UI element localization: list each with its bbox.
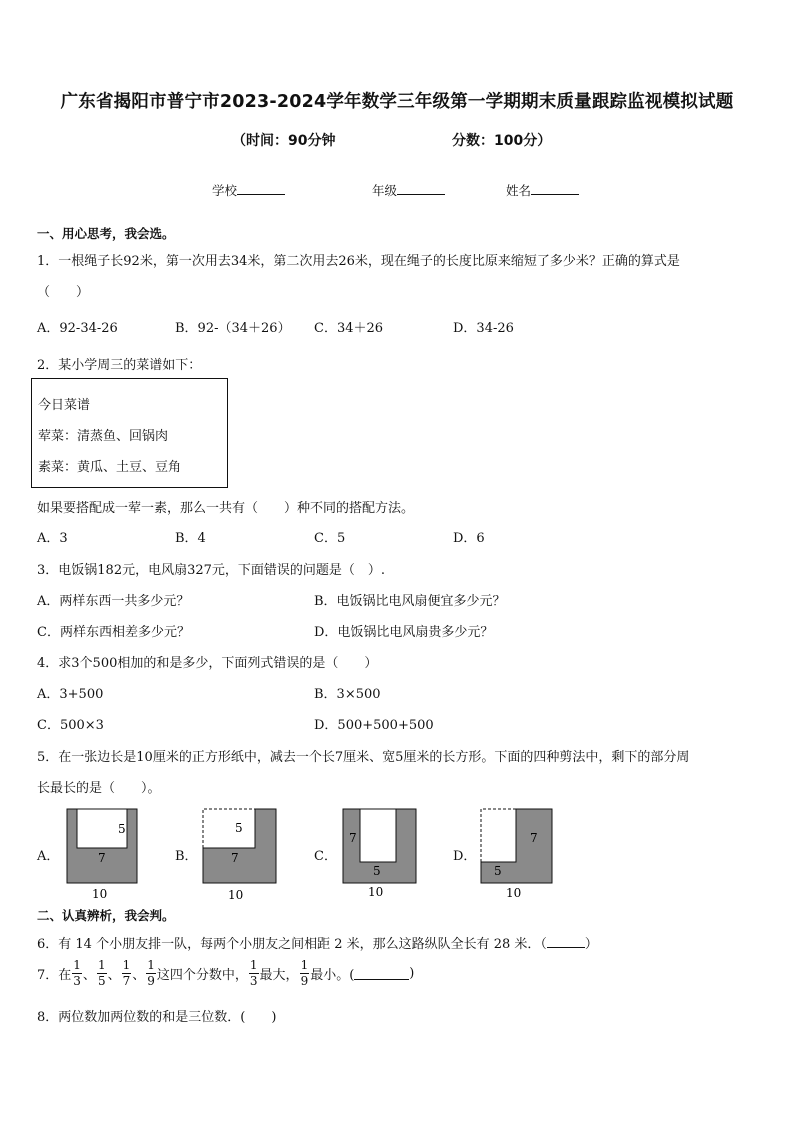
grade-blank[interactable] xyxy=(397,182,445,195)
q4-option-a[interactable]: A．3+500 xyxy=(37,687,104,702)
q5-figure-d xyxy=(478,806,558,904)
fig-d-long: 7 xyxy=(530,831,538,845)
q6-text: 6．有 14 个小朋友排一队，每两个小朋友之间相距 2 米，那么这路纵队全长有 28 米．（ xyxy=(37,937,547,952)
q7 xyxy=(37,958,414,989)
q1-option-b[interactable]: B．92-（34＋26） xyxy=(175,321,291,336)
q2-question: 如果要搭配成一荤一素，那么一共有（ ）种不同的搭配方法。 xyxy=(37,501,415,516)
q1-paren: （ ） xyxy=(37,285,90,300)
q2-option-d[interactable]: D．6 xyxy=(453,531,485,546)
q4-option-b[interactable]: B．3×500 xyxy=(314,687,381,702)
q7-sep-2: 、 xyxy=(107,968,121,983)
q7-sep-1: 、 xyxy=(82,968,96,983)
q2-option-c[interactable]: C．5 xyxy=(314,531,346,546)
q5-figure-c xyxy=(340,806,420,902)
q5-option-c-label[interactable]: C． xyxy=(314,849,337,864)
q4-text: 4．求3个500相加的和是多少，下面列式错误的是（ ） xyxy=(37,656,378,671)
q4-option-d[interactable]: D．500+500+500 xyxy=(314,718,434,733)
section-2-title: 二、认真辨析，我会判。 xyxy=(37,908,175,923)
page-title: 广东省揭阳市普宁市2023-2024学年数学三年级第一学期期末质量跟踪监视模拟试题 xyxy=(60,92,734,112)
q7-frac-biggest: $\frac{1}{3}$ xyxy=(249,958,258,988)
fig-c-cut xyxy=(360,809,396,862)
school-field[interactable] xyxy=(212,181,285,199)
fig-b-short: 5 xyxy=(235,821,243,835)
q3-option-a[interactable]: A．两样东西一共多少元？ xyxy=(37,594,190,609)
q2-option-a[interactable]: A．3 xyxy=(37,531,68,546)
q3-text: 3．电饭锅182元，电风扇327元，下面错误的问题是（ ）. xyxy=(37,563,386,578)
q7-big-text: 最大， xyxy=(259,968,299,983)
exam-score: 分数：100分） xyxy=(452,133,552,149)
fig-b-long: 7 xyxy=(231,851,239,865)
menu-veg: 素菜：黄瓜、土豆、豆角 xyxy=(38,460,182,475)
fig-b-cut-outline xyxy=(203,809,255,848)
name-label: 姓名 xyxy=(506,183,532,198)
q7-answer-blank[interactable] xyxy=(354,967,409,980)
q1-option-d[interactable]: D．34-26 xyxy=(453,321,514,336)
q7-sep-3: 、 xyxy=(132,968,146,983)
menu-title: 今日菜谱 xyxy=(38,398,91,413)
q3-option-b[interactable]: B．电饭锅比电风扇便宜多少元？ xyxy=(314,594,506,609)
fig-a-side: 10 xyxy=(92,887,108,901)
school-label: 学校 xyxy=(212,183,238,198)
fig-b-side: 10 xyxy=(228,888,244,902)
q5-figure-b xyxy=(200,806,282,904)
q3-option-d[interactable]: D．电饭锅比电风扇贵多少元？ xyxy=(314,625,494,640)
fig-c-short: 5 xyxy=(373,864,381,878)
q7-frac-1: $\frac{1}{3}$ xyxy=(73,958,81,988)
fig-c-side: 10 xyxy=(368,885,384,899)
q7-prefix: 7．在 xyxy=(37,968,72,983)
q7-close: ) xyxy=(409,966,415,981)
grade-field[interactable] xyxy=(372,181,445,199)
q3-option-c[interactable]: C．两样东西相差多少元？ xyxy=(37,625,190,640)
q5-option-d-label[interactable]: D． xyxy=(453,849,477,864)
q5-option-a-label[interactable]: A． xyxy=(37,849,60,864)
q5-text-line1: 5．在一张边长是10厘米的正方形纸中，减去一个长7厘米、宽5厘米的长方形。下面的四种剪法中，剩下的部分周 xyxy=(37,750,690,765)
q2-text: 2．某小学周三的菜谱如下： xyxy=(37,358,202,373)
q7-frac-2: $\frac{1}{5}$ xyxy=(97,958,106,988)
q7-frac-4: $\frac{1}{9}$ xyxy=(147,958,155,988)
q5-text-line2: 长最长的是（ ）。 xyxy=(37,781,161,796)
section-1-title: 一、用心思考，我会选。 xyxy=(37,226,175,241)
school-blank[interactable] xyxy=(237,182,285,195)
menu-box xyxy=(31,378,228,488)
exam-time: （时间：90分钟 xyxy=(232,133,336,149)
q5-option-b-label[interactable]: B． xyxy=(175,849,198,864)
q7-small-text: 最小。( xyxy=(310,968,355,983)
q1-option-a[interactable]: A．92-34-26 xyxy=(37,321,118,336)
q1-option-c[interactable]: C．34＋26 xyxy=(314,321,384,336)
fig-d-cut-outline xyxy=(481,809,516,862)
fig-a-short: 5 xyxy=(118,822,126,836)
q1-text: 1．一根绳子长92米，第一次用去34米，第二次用去26米，现在绳子的长度比原来缩短了多少米？正确的算式是 xyxy=(37,254,680,269)
q7-frac-smallest: $\frac{1}{9}$ xyxy=(300,958,309,988)
name-field[interactable] xyxy=(506,181,579,199)
q2-option-b[interactable]: B．4 xyxy=(175,531,206,546)
q6-answer-blank[interactable] xyxy=(547,935,585,948)
q5-figure-a xyxy=(64,806,144,902)
q8-text: 8．两位数加两位数的和是三位数．( ) xyxy=(37,1010,277,1025)
q6-close: ） xyxy=(584,937,598,952)
grade-label: 年级 xyxy=(372,183,398,198)
q6 xyxy=(37,933,598,952)
fig-c-long: 7 xyxy=(349,831,357,845)
menu-meat: 荤菜：清蒸鱼、回锅肉 xyxy=(38,429,169,444)
fig-d-side: 10 xyxy=(506,886,522,900)
q7-mid: 这四个分数中， xyxy=(156,968,248,983)
q7-frac-3: $\frac{1}{7}$ xyxy=(122,958,131,988)
fig-d-short: 5 xyxy=(494,864,502,878)
fig-a-long: 7 xyxy=(98,851,106,865)
name-blank[interactable] xyxy=(531,182,579,195)
q4-option-c[interactable]: C．500×3 xyxy=(37,718,104,733)
